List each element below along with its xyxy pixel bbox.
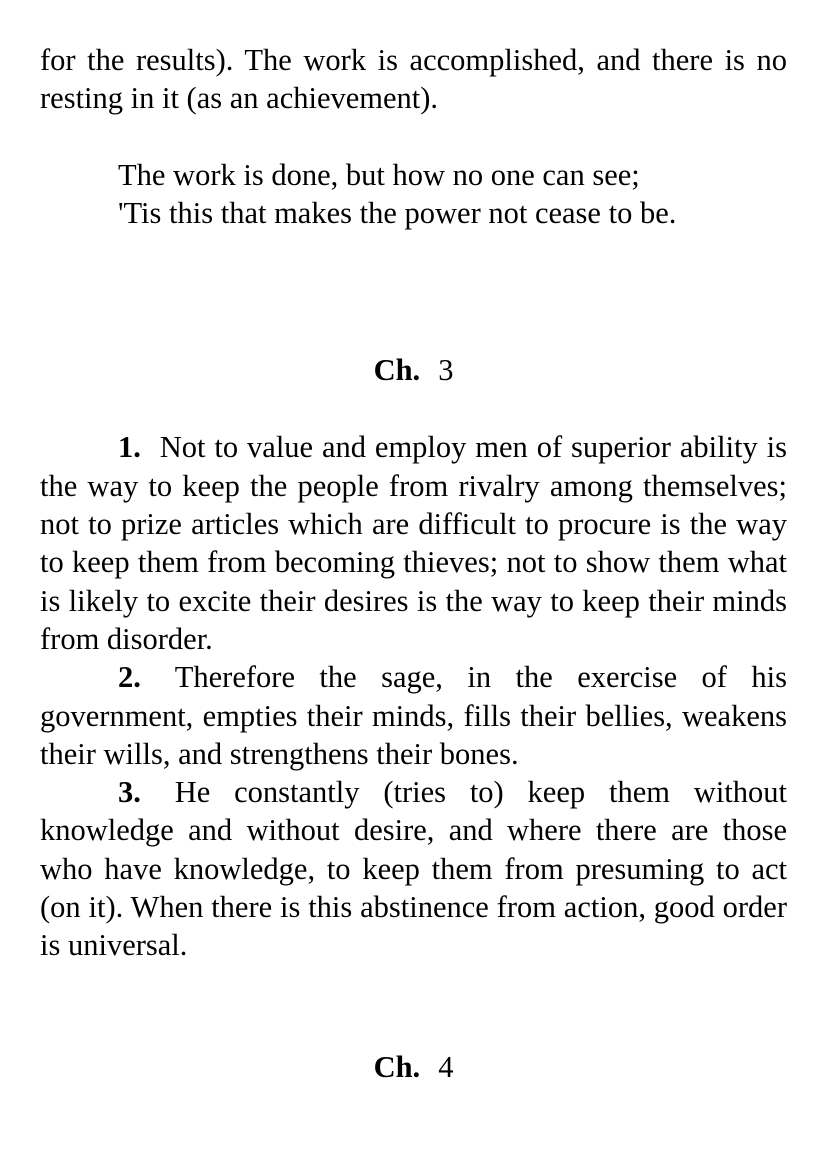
paragraph-text: Not to value and employ men of superior ability is the way to keep the people from rivalry among themselves; not to prize articles which are difficult to procure is the way to keep them from becoming thieves; not to show them what is likely to excite their desires is the way to keep their minds from disorder.	[40, 430, 788, 656]
paragraph-text: He constantly (tries to) keep them without knowledge and without desire, and where there are those who have knowledge, to keep them from presuming to act (on it). When there is this abstinence from action, good order is universal.	[40, 775, 787, 963]
chapter-number: 4	[438, 1049, 454, 1084]
paragraph-1	[40, 428, 787, 658]
document-page	[40, 41, 787, 1086]
chapter-label: Ch.	[373, 353, 421, 388]
chapter-heading-4	[40, 1048, 787, 1086]
verse-line: 'Tis this that makes the power not cease to be.	[118, 195, 677, 230]
paragraph-number: 1.	[118, 430, 141, 465]
chapter-number: 3	[438, 353, 454, 388]
paragraph-3	[40, 773, 787, 964]
verse-line: The work is done, but how no one can see;	[118, 157, 640, 192]
paragraph-number: 3.	[118, 775, 141, 810]
verse-block	[40, 156, 787, 233]
chapter-3-body	[40, 428, 787, 964]
paragraph-2	[40, 658, 787, 773]
chapter-heading-3	[40, 351, 787, 389]
paragraph-text: Therefore the sage, in the exercise of his government, empties their minds, fills their bellies, weakens their wills, and strengthens their bones.	[40, 660, 787, 771]
chapter-label: Ch.	[373, 1049, 421, 1084]
paragraph-number: 2.	[118, 660, 141, 695]
continuation-paragraph: for the results). The work is accomplished, and there is no resting in it (as an achievement).	[40, 43, 787, 116]
